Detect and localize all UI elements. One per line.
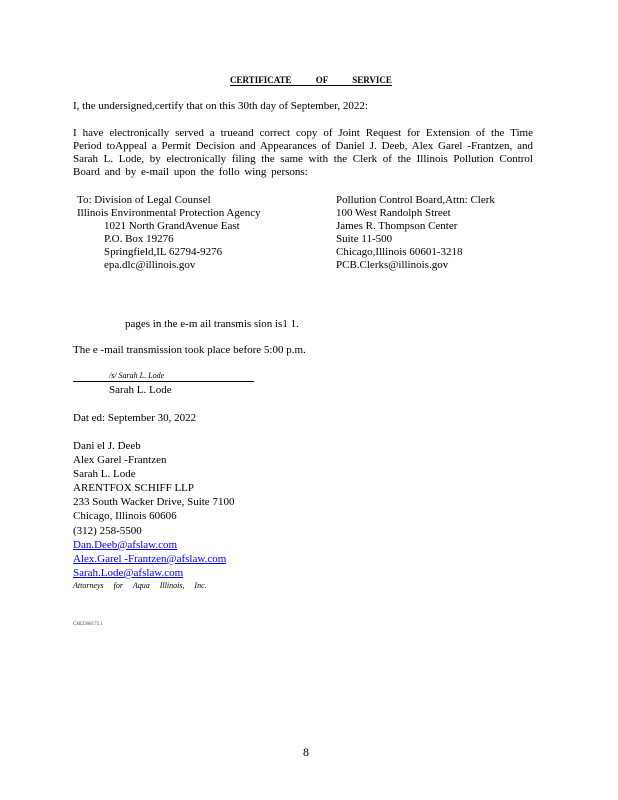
recipient-pcb-block [336, 194, 546, 272]
contact-line: Sarah L. Lode [73, 468, 136, 481]
pages-count-line: pages in the e-m ail transmis sion is1 1. [125, 318, 299, 330]
recipient-epa-line: To: Division of Legal Counsel [77, 194, 211, 206]
recipient-pcb-line: James R. Thompson Center [336, 220, 458, 232]
firm-city: Chicago, Illinois 60606 [73, 510, 177, 523]
firm-street: 233 South Wacker Drive, Suite 7100 [73, 496, 235, 509]
recipient-pcb-line: 100 West Randolph Street [336, 207, 451, 219]
recipient-pcb-line: Suite 11-500 [336, 233, 393, 245]
recipient-pcb-line: Pollution Control Board,Attn: Clerk [336, 194, 495, 206]
document-id: CHI2368175.1 [73, 622, 103, 627]
electronic-signature: /s/ Sarah L. Lode [109, 371, 165, 380]
recipient-epa-line: 1021 North GrandAvenue East [104, 220, 240, 232]
recipient-epa-block [77, 194, 317, 272]
email-link-lode[interactable]: Sarah.Lode@afslaw.com [73, 566, 184, 579]
transmission-time-line: The e -mail transmission took place before 5:00 p.m. [73, 344, 306, 356]
recipient-pcb-line: Chicago,Illinois 60601-3218 [336, 246, 463, 258]
document-title: CERTIFICATE OF SERVICE [230, 75, 392, 85]
firm-name: ARENTFOX SCHIFF LLP [73, 482, 195, 495]
firm-phone: (312) 258-5500 [73, 524, 142, 537]
signature-name: Sarah L. Lode [109, 384, 172, 396]
contact-line: Alex Garel -Frantzen [73, 454, 167, 467]
recipient-epa-line: Illinois Environmental Protection Agency [77, 207, 261, 219]
recipient-epa-line: Springfield,IL 62794-9276 [104, 246, 223, 258]
certify-line: I, the undersigned,certify that on this 30th day of September, 2022: [73, 100, 368, 112]
attorneys-for-line: Attorneys for Aqua Illinois, Inc. [73, 580, 207, 590]
signature-line [73, 381, 254, 382]
contact-line: Dani el J. Deeb [73, 440, 141, 452]
service-paragraph: I have electronically served a trueand correct copy of Joint Request for Extension of the Time Period toAppeal a Permit Decision and Appearances of Daniel J. Deeb, Alex Garel -Frantzen, and Sarah L. Lode, by electronically filing the same with the Clerk of the Illinois Pollution Control Board and by e-mail upon the follo wing persons: [73, 127, 533, 178]
recipient-epa-line: P.O. Box 19276 [104, 233, 174, 245]
page-number: 8 [303, 745, 309, 759]
email-link-deeb[interactable]: Dan.Deeb@afslaw.com [73, 538, 178, 551]
dated-line: Dat ed: September 30, 2022 [73, 412, 197, 424]
attorney-contact-block [73, 439, 234, 592]
email-link-garel-frantzen[interactable]: Alex.Garel -Frantzen@afslaw.com [73, 552, 227, 565]
recipient-epa-email: epa.dlc@illinois.gov [104, 259, 196, 271]
recipient-pcb-email: PCB.Clerks@illinois.gov [336, 259, 449, 271]
